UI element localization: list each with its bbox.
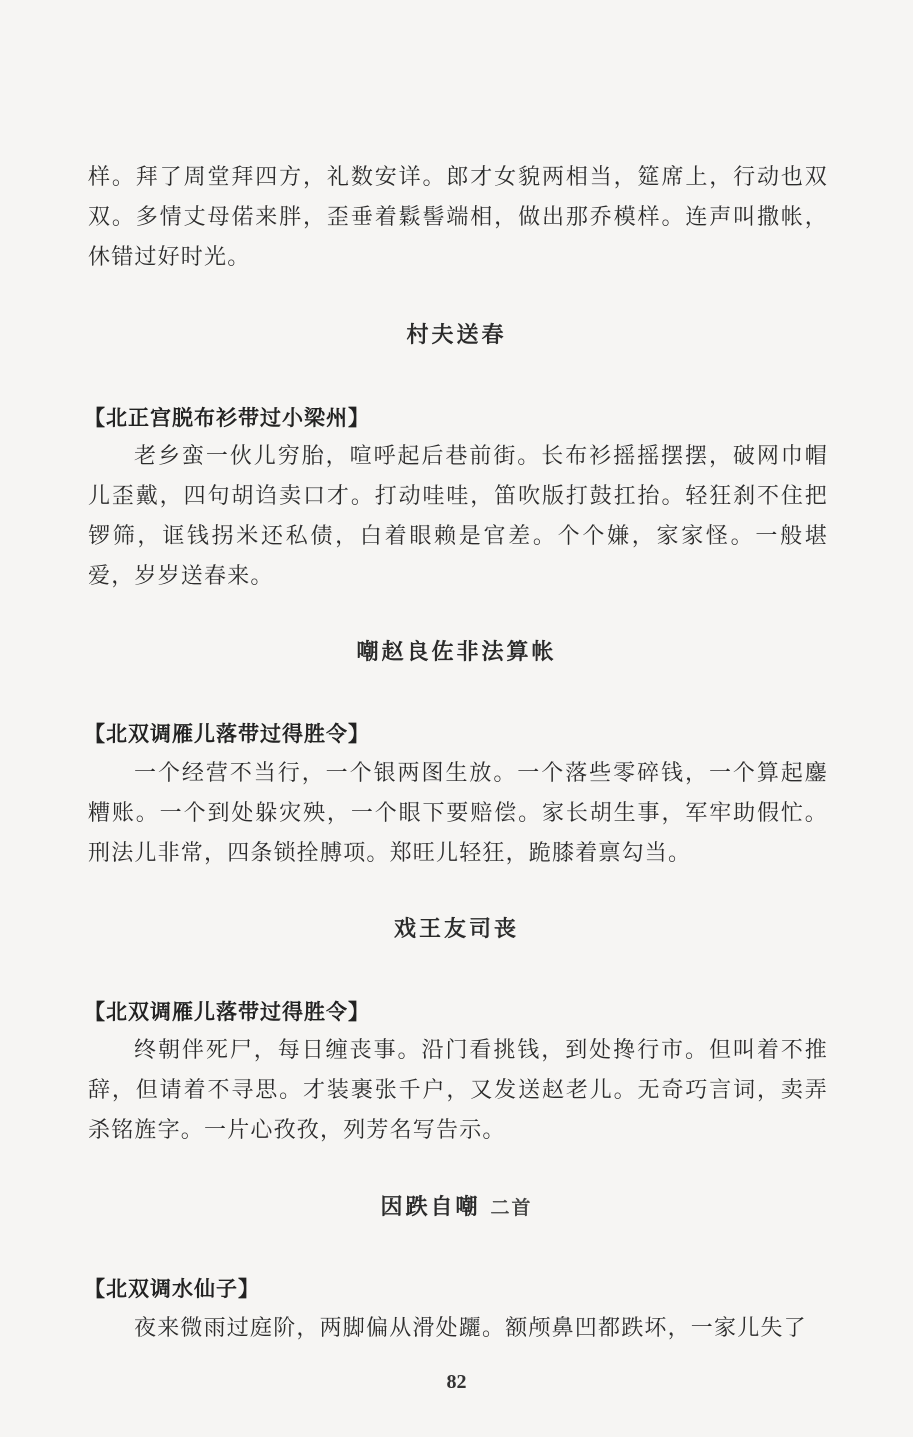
section-title: 村夫送春 (406, 322, 507, 348)
verse-paragraph: 终朝伴死尸，每日缠丧事。沿门看挑钱，到处搀行市。但叫着不推辞，但请着不寻思。才装裹张千户，又发送赵老儿。无奇巧言词，卖弄杀铭旌字。一片心孜孜，列芳名写告示。 (88, 1038, 828, 1143)
section-title: 戏王友司丧 (393, 916, 519, 942)
tune-name: 【北正宫脱布衫带过小梁州】 (84, 406, 370, 430)
page-number: 82 (446, 1371, 467, 1393)
tune-name: 【北双调雁儿落带过得胜令】 (84, 1000, 370, 1024)
section-title-note: 二首 (490, 1197, 533, 1219)
tune-name: 【北双调雁儿落带过得胜令】 (84, 722, 370, 746)
section-title: 嘲赵良佐非法算帐 (356, 639, 557, 665)
verse-paragraph: 一个经营不当行，一个银两图生放。一个落些零碎钱，一个算起鏖糟账。一个到处躲灾殃，一个眼下要赔偿。家长胡生事，军牢助假忙。刑法儿非常，四条锁拴膊项。郑旺儿轻狂，跪膝着禀勾当。 (88, 761, 828, 866)
verse-paragraph: 老乡蛮一伙儿穷胎，喧呼起后巷前街。长布衫摇摇摆摆，破网巾帽儿歪戴，四句胡诌卖口才。打动哇哇，笛吹版打鼓扛抬。轻狂刹不住把锣筛，诓钱拐米还私债，白着眼赖是官差。个个嫌，家家怪。一般堪爱，岁岁送春来。 (88, 444, 828, 589)
tune-name: 【北双调水仙子】 (84, 1277, 260, 1301)
section-title (0, 1190, 913, 1221)
section-title-text: 因跌自嘲 (380, 1194, 481, 1220)
verse-paragraph: 夜来微雨过庭阶，两脚偏从滑处躧。额颅鼻凹都跌坏，一家儿失了 (134, 1316, 807, 1341)
intro-paragraph: 样。拜了周堂拜四方，礼数安详。郎才女貌两相当，筵席上，行动也双双。多情丈母偌来胖，歪垂着鬏髻端相，做出那乔模样。连声叫撒帐，休错过好时光。 (88, 165, 828, 270)
